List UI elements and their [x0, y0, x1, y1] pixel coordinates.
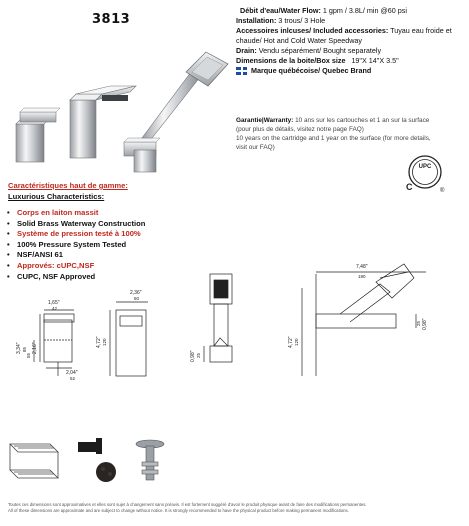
left-handle-valve — [16, 108, 60, 162]
faucet-product-image — [6, 46, 232, 176]
flow-label: Débit d'eau/Water Flow: — [240, 6, 321, 15]
dim-shower-h-mm: 25 — [196, 352, 201, 358]
corner-shelf-image — [10, 444, 58, 478]
cupc-registered-text: ® — [440, 188, 445, 194]
hand-shower — [124, 52, 228, 156]
dim-handle-h2-mm: 55 — [26, 352, 31, 358]
dim-handle-h1-in: 3,34" — [16, 342, 22, 354]
drawing-handle — [34, 310, 74, 376]
technical-drawings — [0, 258, 469, 388]
features-heading — [8, 180, 128, 202]
drain-image — [136, 440, 164, 480]
feature-item: • 100% Pressure System Tested — [6, 240, 145, 251]
feature-item: • Solid Brass Waterway Construction — [6, 219, 145, 230]
accessories-label: Accessoires inlcuses/ Included accessories: — [236, 26, 389, 35]
dim-top-h-mm: 120 — [294, 338, 299, 346]
install-value: 3 trous/ 3 Hole — [276, 16, 326, 25]
box-size-value: 19"X 14"X 3.5" — [351, 56, 399, 65]
dim-spout-top-in: 2,36" — [130, 290, 142, 296]
cupc-top-text: UPC — [418, 164, 432, 170]
features-heading-en: Luxurious Characteristics: — [8, 192, 105, 201]
dim-spout-top-mm: 60 — [134, 296, 140, 301]
warranty — [236, 116, 436, 152]
dim-handle-h2-in: 2,16" — [32, 342, 38, 354]
specifications — [236, 6, 466, 76]
drawing-shower-top — [302, 264, 426, 376]
towel-hook-image — [78, 438, 102, 454]
cupc-c-text: C — [406, 182, 413, 192]
cupc-certification-icon — [402, 150, 448, 196]
dim-handle-h1-mm: 85 — [22, 346, 27, 352]
disclaimer — [8, 502, 463, 514]
dim-handle-top-in: 1,65" — [48, 300, 60, 306]
dim-handle-top-mm: 42 — [52, 306, 58, 311]
disclaimer-en: All of these dimensions are approximate and are subject to change without notice. It is strongly recommended to have the physical product before making permanent modifications. — [8, 508, 349, 513]
features-heading-fr: Caractéristiques haut de gamme: — [8, 181, 128, 190]
accessories-value: Tuyau eau froide et chaude/ Hot and Cold Water Speedway — [236, 26, 452, 45]
warranty-text-en: 10 years on the cartridge and 1 year on the surface (for more details, visit our FAQ) — [236, 135, 431, 151]
dim-top-s-mm: 25 — [416, 320, 421, 326]
flow-value: 1 gpm / 3.8L/ min @60 psi — [320, 6, 407, 15]
dim-handle-base-mm: 52 — [70, 376, 76, 381]
dim-top-s-in: 0,98" — [422, 318, 428, 330]
accessory-images — [0, 432, 200, 488]
feature-item: • Approvés: cUPC,NSF — [6, 261, 145, 272]
feature-item: • CUPC, NSF Approved — [6, 272, 145, 283]
drain-label: Drain: — [236, 46, 257, 55]
sponge-image — [96, 462, 116, 482]
quebec-flag-icon — [236, 67, 247, 75]
model-number: 3813 — [92, 12, 131, 27]
dim-shower-h-in: 0,98" — [190, 350, 196, 362]
brand-label: Marque québécoise/ Quebec Brand — [251, 66, 372, 75]
box-size-label: Dimensions de la boite/Box size — [236, 56, 346, 65]
drawing-spout — [110, 302, 148, 376]
dim-top-w-mm: 190 — [358, 274, 366, 279]
feature-item: • Système de pression testé à 100% — [6, 229, 145, 240]
warranty-label: Garantie|Warranty: — [236, 117, 294, 124]
dim-handle-base-in: 2,04" — [66, 370, 78, 376]
warranty-text-fr: 10 ans sur les cartouches et 1 an sur la surface (pour plus de détails, visitez notre page FAQ) — [236, 117, 430, 133]
diverter-valve — [134, 150, 156, 172]
feature-item: • NSF/ANSI 61 — [6, 250, 145, 261]
dim-top-w-in: 7,48" — [356, 264, 368, 270]
drawing-shower-side — [204, 274, 232, 362]
dim-top-h-in: 4,72" — [288, 336, 294, 348]
install-label: Installation: — [236, 16, 277, 25]
drain-value: Vendu séparément/ Bought separately — [256, 46, 382, 55]
disclaimer-fr: Toutes ces dimensions sont approximatives et elles sont sujet à changement sans préavis. Il est fortement suggéré d'avoir le produit physique avant de faire des modifications permanentes. — [8, 502, 367, 507]
dim-spout-h-in: 4,72" — [96, 336, 102, 348]
feature-item: • Corps en laiton massit — [6, 208, 145, 219]
dim-spout-h-mm: 120 — [102, 338, 107, 346]
